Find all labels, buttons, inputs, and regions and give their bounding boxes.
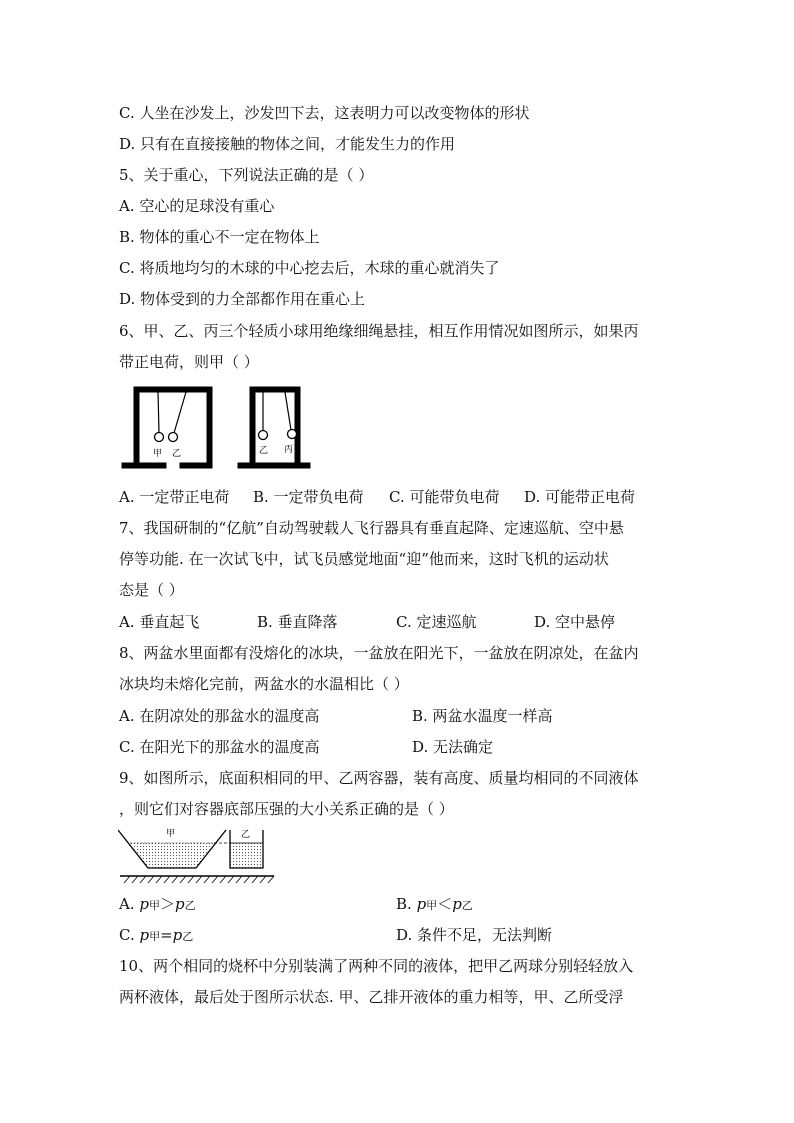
q8-option-d: D. 无法确定 — [412, 738, 494, 756]
q5-option-b: B. 物体的重心不一定在物体上 — [119, 228, 320, 246]
q9-stem-line1: 9、如图所示，底面积相同的甲、乙两容器，装有高度、质量均相同的不同液体 — [119, 769, 639, 787]
q9-stem-line2: ，则它们对容器底部压强的大小关系正确的是（ ） — [119, 800, 454, 818]
q6-label-bing: 丙 — [284, 445, 294, 455]
q7-option-c: C. 定速巡航 — [396, 613, 477, 631]
q8-stem-line1: 8、两盆水里面都有没熔化的冰块，一盆放在阳光下，一盆放在阴凉处，在盆内 — [119, 644, 639, 662]
q6-ball-yi — [169, 433, 178, 442]
q6-stem-line2: 带正电荷，则甲（ ） — [119, 353, 259, 371]
q9-option-a: A. p甲＞p乙 — [119, 895, 196, 913]
q5-option-d: D. 物体受到的力全部都作用在重心上 — [119, 290, 366, 308]
q6-label-yi-2: 乙 — [259, 446, 269, 456]
q9-liquid-jia — [130, 843, 214, 868]
q8-option-a: A. 在阴凉处的那盆水的温度高 — [119, 707, 320, 725]
q8-option-b: B. 两盆水温度一样高 — [412, 707, 553, 725]
q7-option-d: D. 空中悬停 — [534, 613, 616, 631]
q7-stem-line1: 7、我国研制的“亿航”自动驾驶载人飞行器具有垂直起降、定速巡航、空中悬 — [119, 519, 624, 537]
q9-option-d: D. 条件不足，无法判断 — [396, 926, 553, 944]
q6-label-yi: 乙 — [172, 449, 182, 459]
q6-option-c: C. 可能带负电荷 — [389, 488, 500, 506]
q6-stem-line1: 6、甲、乙、丙三个轻质小球用绝缘细绳悬挂，相互作用情况如图所示，如果丙 — [119, 322, 639, 340]
q7-option-b: B. 垂直降落 — [257, 613, 338, 631]
q6-frame-right — [238, 387, 310, 468]
q7-stem-line2: 停等功能. 在一次试飞中，试飞员感觉地面“迎”他而来，这时飞机的运动状 — [119, 550, 609, 568]
q9-option-b: B. p甲＜p乙 — [396, 895, 473, 913]
q9-liquid-yi — [230, 843, 263, 868]
q10-stem-line2: 两杯液体，最后处于图所示状态. 甲、乙排开液体的重力相等，甲、乙所受浮 — [119, 988, 624, 1006]
q6-frame-left — [122, 387, 212, 468]
q4-option-d: D. 只有在直接接触的物体之间，才能发生力的作用 — [119, 135, 456, 153]
q8-option-c: C. 在阳光下的那盆水的温度高 — [119, 738, 320, 756]
q6-ball-bing — [288, 430, 297, 439]
q9-option-c: C. p甲=p乙 — [119, 926, 194, 944]
q5-option-c: C. 将质地均匀的木球的中心挖去后，木球的重心就消失了 — [119, 259, 500, 277]
q6-ball-jia — [155, 433, 164, 442]
q6-figure — [118, 385, 318, 475]
q6-option-a: A. 一定带正电荷 — [119, 488, 230, 506]
q5-option-a: A. 空心的足球没有重心 — [119, 197, 275, 215]
q6-label-jia: 甲 — [153, 449, 163, 459]
q6-ball-yi-2 — [259, 431, 268, 440]
q6-option-d: D. 可能带正电荷 — [524, 488, 636, 506]
q4-option-c: C. 人坐在沙发上，沙发凹下去，这表明力可以改变物体的形状 — [119, 104, 530, 122]
q6-option-b: B. 一定带负电荷 — [253, 488, 364, 506]
q9-label-yi: 乙 — [241, 830, 251, 840]
q9-ground-hatch — [124, 876, 274, 883]
q9-label-jia: 甲 — [166, 829, 176, 839]
q7-stem-line3: 态是（ ） — [119, 581, 184, 599]
q5-stem: 5、关于重心，下列说法正确的是（ ） — [119, 166, 374, 184]
q7-option-a: A. 垂直起飞 — [119, 613, 200, 631]
q9-figure — [118, 827, 278, 887]
q8-stem-line2: 冰块均未熔化完前，两盆水的水温相比（ ） — [119, 675, 409, 693]
q10-stem-line1: 10、两个相同的烧杯中分别装满了两种不同的液体，把甲乙两球分别轻轻放入 — [119, 957, 634, 975]
